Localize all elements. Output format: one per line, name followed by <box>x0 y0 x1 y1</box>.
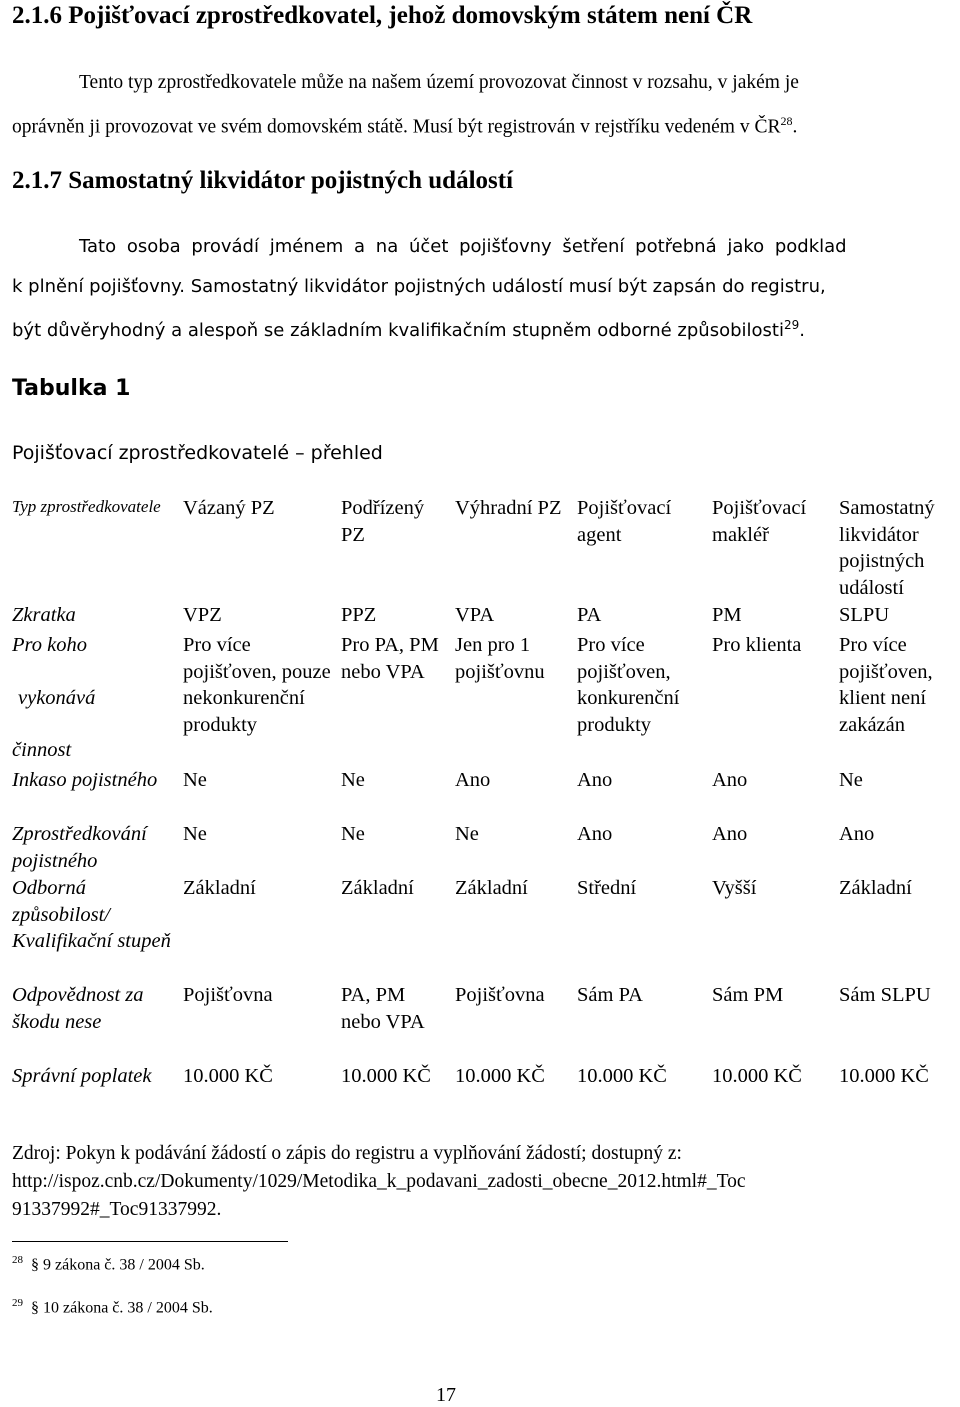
table-cell: Sám PM <box>712 984 784 1006</box>
heading-2-1-7: 2.1.7 Samostatný likvidátor pojistných událostí <box>12 167 514 194</box>
source-line: Zdroj: Pokyn k podávání žádostí o zápis do registru a vyplňování žádostí; dostupný z: <box>12 1143 682 1164</box>
table-cell: Pojišťovna <box>455 984 545 1006</box>
row-label: Odborná způsobilost/ Kvalifikační stupeň <box>12 877 171 952</box>
row-label: Inkaso pojistného <box>12 769 158 791</box>
intermediaries-table <box>8 494 952 1122</box>
table-row <box>8 631 952 766</box>
table-cell: 10.000 KČ <box>839 1065 929 1087</box>
header-cell: Pojišťovací agent <box>577 497 672 546</box>
table-cell: 10.000 KČ <box>341 1065 431 1087</box>
footnote-reference[interactable]: 29 <box>783 318 800 332</box>
table-cell: Pojišťovna <box>183 984 273 1006</box>
row-label <box>8 631 179 766</box>
table-cell: Střední <box>577 877 637 899</box>
table-cell: Pro PA, PM nebo VPA <box>341 634 439 683</box>
header-label: Typ zprostředkovatele <box>12 497 161 516</box>
table-cell: Sám SLPU <box>839 984 931 1006</box>
table-row <box>8 874 952 981</box>
table-cell: VPA <box>455 604 495 626</box>
paragraph-line: Tento typ zprostředkovatele může na našem území provozovat činnost v rozsahu, v jakém je <box>79 72 799 93</box>
row-label: Zkratka <box>12 604 76 626</box>
row-label-part: činnost <box>12 739 72 761</box>
table-cell: VPZ <box>183 604 222 626</box>
footnote: $^{29}$ § 10 zákona č. 38 / 2004 Sb. <box>12 1297 213 1317</box>
header-cell: Výhradní PZ <box>455 497 562 519</box>
table-header-row <box>8 494 952 601</box>
paragraph-text: Samostatný likvidátor pojistných událostí musí být zapsán do registru, <box>190 276 826 297</box>
table-cell: PPZ <box>341 604 377 626</box>
table-cell: Základní <box>839 877 912 899</box>
paragraph-text: být důvěryhodný a alespoň se základním kvalifikačním stupněm odborné způsobilosti <box>12 320 784 341</box>
row-label: Odpovědnost za škodu nese <box>12 984 144 1033</box>
table-row <box>8 766 952 820</box>
table-row <box>8 601 952 631</box>
row-label-part: Pro koho <box>12 634 87 656</box>
paragraph-line <box>12 268 826 306</box>
footnote-separator <box>12 1241 288 1242</box>
table-cell: Vyšší <box>712 877 757 899</box>
table-cell: Jen pro 1 pojišťovnu <box>455 634 545 683</box>
table-cell: SLPU <box>839 604 890 626</box>
page-number: 17 <box>436 1384 456 1406</box>
table-cell: Ano <box>712 823 748 845</box>
table-cell: Pro více pojišťoven, konkurenční produkty <box>577 634 680 736</box>
table-row <box>8 981 952 1062</box>
row-label: Správní poplatek <box>12 1065 152 1087</box>
footnote: $^{28}$ § 9 zákona č. 38 / 2004 Sb. <box>12 1254 205 1274</box>
table-cell: PA <box>577 604 602 626</box>
footnote-number: 29 <box>12 1297 23 1309</box>
table-cell: Ano <box>577 769 613 791</box>
footnote-text: 9 zákona č. 38 / 2004 Sb. <box>43 1256 205 1274</box>
source-url[interactable]: http://ispoz.cnb.cz/Dokumenty/1029/Metodika_k_podavani_zadosti_obecne_2012.html#_Toc <box>12 1171 746 1192</box>
footnote-text: 10 zákona č. 38 / 2004 Sb. <box>43 1299 213 1317</box>
table-row <box>8 1062 952 1122</box>
punctuation: . <box>792 116 798 138</box>
header-cell: Podřízený PZ <box>341 497 425 546</box>
table-source <box>12 1140 746 1224</box>
table-subtitle: Pojišťovací zprostředkovatelé – přehled <box>12 442 383 464</box>
table-cell: Ano <box>577 823 613 845</box>
paragraph-line <box>12 102 797 147</box>
table-cell: 10.000 KČ <box>183 1065 273 1087</box>
table-cell: 10.000 KČ <box>712 1065 802 1087</box>
paragraph-text: k plnění pojišťovny. <box>12 276 185 297</box>
table-cell: PM <box>712 604 742 626</box>
paragraph-line: Tato osoba provádí jménem a na účet pojišťovny šetření potřebná jako podklad <box>79 236 847 257</box>
table-cell: Ano <box>712 769 748 791</box>
table-cell: Ne <box>341 769 365 791</box>
table-cell: Pro více pojišťoven, pouze nekonkurenční produkty <box>183 634 331 736</box>
heading-2-1-6: 2.1.6 Pojišťovací zprostředkovatel, jehož domovským státem není ČR <box>12 2 753 29</box>
table-cell: Ne <box>839 769 863 791</box>
footnote-number: 28 <box>12 1254 23 1266</box>
source-line: 91337992#_Toc91337992. <box>12 1199 222 1220</box>
table-cell: Ne <box>455 823 479 845</box>
table-cell: Pro více pojišťoven, klient není zakázán <box>839 634 933 736</box>
table-cell: Ne <box>183 823 207 845</box>
table-cell: Pro klienta <box>712 634 802 656</box>
paragraph-line <box>12 306 805 350</box>
punctuation: . <box>799 320 805 341</box>
header-cell: Samostatný likvidátor pojistných událostí <box>839 497 935 599</box>
table-cell: Sám PA <box>577 984 643 1006</box>
table-cell: PA, PM nebo VPA <box>341 984 425 1033</box>
table-cell: Ne <box>341 823 365 845</box>
header-cell: Pojišťovací makléř <box>712 497 807 546</box>
table-cell: 10.000 KČ <box>577 1065 667 1087</box>
row-label: Zprostředkování pojistného <box>12 823 147 872</box>
table-cell: Ano <box>455 769 491 791</box>
table-cell: 10.000 KČ <box>455 1065 545 1087</box>
footnote-reference[interactable]: 28 <box>780 114 793 128</box>
table-cell: Základní <box>341 877 414 899</box>
paragraph-text: oprávněn ji provozovat ve svém domovském státě. Musí být registrován v rejstříku vedeném v ČR <box>12 116 781 138</box>
table-title: Tabulka 1 <box>12 376 131 401</box>
header-cell: Vázaný PZ <box>183 497 275 519</box>
table-row <box>8 820 952 874</box>
table-cell: Základní <box>183 877 256 899</box>
table-cell: Ano <box>839 823 875 845</box>
table-cell: Ne <box>183 769 207 791</box>
row-label-part: vykonává <box>18 686 96 709</box>
table-cell: Základní <box>455 877 528 899</box>
